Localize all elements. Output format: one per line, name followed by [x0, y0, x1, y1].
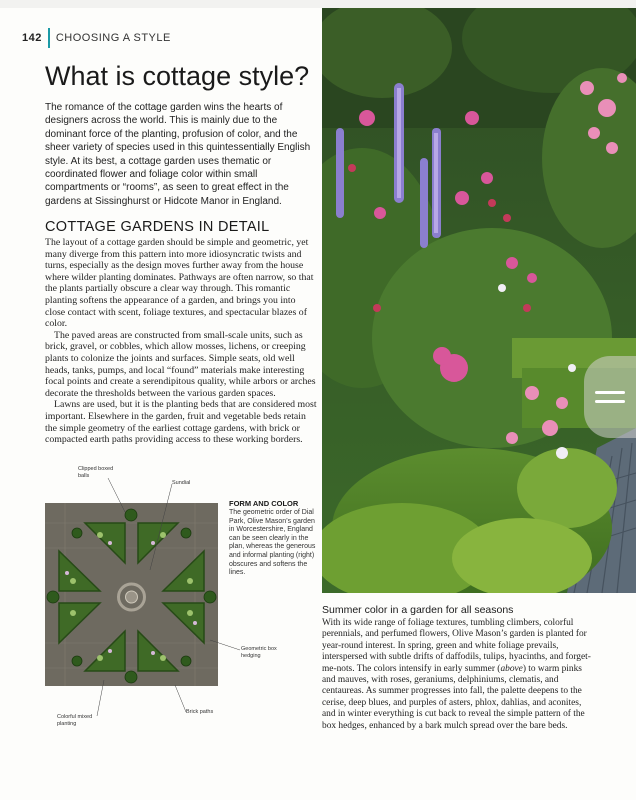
body-paragraph: Lawns are used, but it is the planting beds that are considered most important. Elsewhere in the garden, fruit and vegetable beds retain the simple geometry of the earliest cottage gardens, with brick or compacted earth paths providing access to these working borders.	[45, 399, 317, 446]
plan-caption-text: The geometric order of Dial Park, Olive Mason’s garden in Worcestershire, England can be seen clearly in the plan, whereas the generous and informal planting (right) obscures and softens the lines.	[229, 509, 316, 577]
body-paragraph: The paved areas are constructed from small-scale units, such as brick, gravel, or cobbles, which allow mosses, lichens, or creeping plants to colonize the joints and surfaces. Simple seats, old well heads, tanks, pumps, and local “found” materials make interesting focal points and create a serendipitous quality, while arbors or arches decorate the thresholds between the various garden spaces.	[45, 329, 316, 399]
photo-caption-part: ) to warm pinks and mauves, with roses, geraniums, delphiniums, clematis, and centaureas. As summer progresses into fall, the palette deepens to the cerise, deep blues, and purples of asters, phlox, dahlias, and aconites, and in winter everything is cut back to reveal the simple pattern of the box hedges, enhanced by a bark mulch spread over the bare beds.	[322, 663, 585, 731]
garden-photo	[322, 8, 636, 593]
label-box-hedging: Geometric box hedging	[241, 646, 277, 659]
running-header	[22, 28, 171, 48]
garden-plan-drawing	[45, 503, 218, 686]
body-paragraph: The layout of a cottage garden should be simple and geometric, yet many diverge from this pattern into more idiosyncratic twists and turns, especially as the design moves further away from the house where wilder planting dominates. Pathways are often narrow, so that the plants partially obscure a clear way through. This romantic planting softens the appearance of a garden, and brings you into close contact with scent, foliage textures, and spectacular blazes of color.	[45, 237, 314, 330]
body-text	[45, 237, 317, 446]
section-subheading: COTTAGE GARDENS IN DETAIL	[45, 219, 270, 235]
garden-plan-image	[45, 503, 218, 686]
section-title: CHOOSING A STYLE	[55, 32, 171, 44]
scroll-handle[interactable]	[584, 356, 636, 438]
label-clipped-balls: Clipped boxed balls	[78, 466, 114, 479]
page-top-edge	[0, 0, 636, 8]
intro-paragraph: The romance of the cottage garden wins the hearts of designers across the world. This is mainly due to the dominant force of the planting, profusion of color, and the sheer variety of species used in this quintessentially English style. At its best, a cottage garden uses thematic or coordinated flower and foliage color within small compartments or “rooms”, as seen to great effect in the gardens at Sissinghurst or Hidcote Manor in England.	[45, 102, 311, 207]
garden-photo-image	[322, 8, 636, 593]
plan-caption-title: FORM AND COLOR	[229, 499, 299, 508]
leader-brick-paths	[175, 685, 186, 712]
label-mixed-planting: Colorful mixed planting	[57, 714, 93, 727]
photo-caption-italic: above	[500, 663, 523, 674]
photo-caption-part: With its wide range of foliage textures, tumbling climbers, colorful perennials, and perfumed flowers, Olive Mason’s garden is planted for year-round interest. In spring, green and white foliage prevails, interspersed with subtle drifts of daffodils, tulips, hyacinths, and forget-me-nots. The colors intensify in early summer (	[322, 618, 591, 674]
scroll-handle-grip-line	[595, 391, 625, 394]
label-brick-paths: Brick paths	[186, 709, 214, 715]
photo-caption-title: Summer color in a garden for all seasons	[322, 604, 514, 616]
page-number: 142	[22, 32, 42, 44]
label-sundial: Sundial	[172, 480, 191, 486]
page-title: What is cottage style?	[45, 61, 310, 91]
scroll-handle-grip-line	[595, 400, 625, 403]
photo-caption-text	[322, 618, 594, 732]
header-accent-bar	[48, 28, 50, 48]
